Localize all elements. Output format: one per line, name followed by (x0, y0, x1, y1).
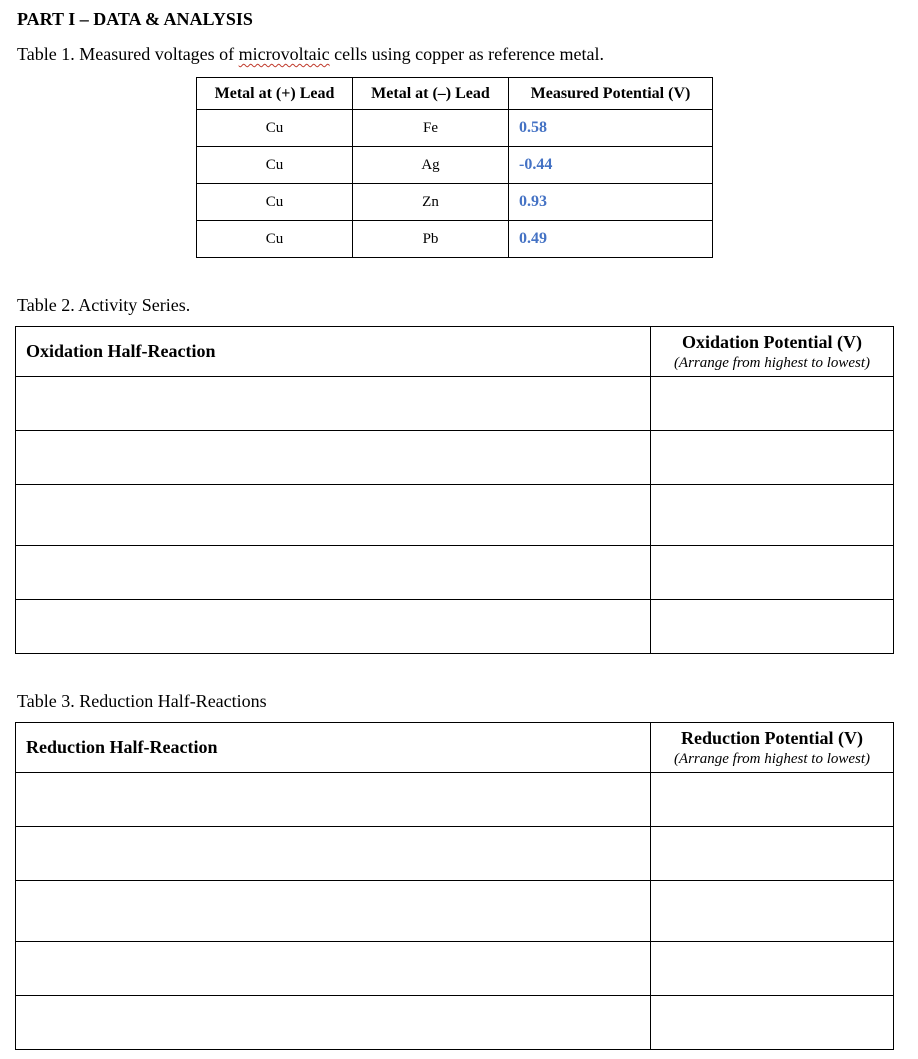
table1-cell-negative-metal[interactable]: Fe (353, 110, 509, 147)
table1-cell-negative-metal[interactable]: Ag (353, 147, 509, 184)
table1-header-measured-potential: Measured Potential (V) (509, 78, 713, 110)
table2-header-oxidation-potential (651, 327, 894, 377)
table1-caption (17, 43, 604, 65)
table3-header-reduction-potential-label: Reduction Potential (V) (681, 727, 863, 748)
table1-cell-negative-metal[interactable]: Zn (353, 184, 509, 221)
table3-cell-potential[interactable] (651, 773, 894, 827)
table2-cell-reaction[interactable] (16, 546, 651, 600)
spellcheck-flagged-word[interactable]: microvoltaic (238, 44, 330, 64)
table-row (197, 147, 713, 184)
table1-measured-voltages (196, 77, 713, 258)
table-row (16, 996, 894, 1050)
table-row (197, 184, 713, 221)
table3-cell-potential[interactable] (651, 996, 894, 1050)
table2-header-row (16, 327, 894, 377)
table3-cell-reaction[interactable] (16, 942, 651, 996)
table-row (16, 942, 894, 996)
table1-cell-potential[interactable]: 0.49 (509, 221, 713, 258)
table3-cell-reaction[interactable] (16, 996, 651, 1050)
table2-cell-potential[interactable] (651, 431, 894, 485)
table3-caption: Table 3. Reduction Half-Reactions (17, 691, 267, 711)
table2-header-oxidation-reaction: Oxidation Half-Reaction (16, 327, 651, 377)
table3-header-row (16, 723, 894, 773)
table3-cell-reaction[interactable] (16, 881, 651, 942)
table2-cell-potential[interactable] (651, 546, 894, 600)
table1-header-positive-lead: Metal at (+) Lead (197, 78, 353, 110)
table2-caption: Table 2. Activity Series. (17, 295, 191, 315)
section-heading: PART I – DATA & ANALYSIS (17, 9, 253, 29)
table2-cell-potential[interactable] (651, 377, 894, 431)
table1-cell-positive-metal[interactable]: Cu (197, 110, 353, 147)
table3-reduction-half-reactions (15, 722, 894, 1050)
table1-cell-positive-metal[interactable]: Cu (197, 147, 353, 184)
table1-cell-potential[interactable]: 0.58 (509, 110, 713, 147)
table1-caption-end: cells using copper as reference metal. (329, 44, 605, 64)
table-row (197, 110, 713, 147)
table3-cell-reaction[interactable] (16, 827, 651, 881)
table3-header-reduction-reaction: Reduction Half-Reaction (16, 723, 651, 773)
table1-caption-start: Table 1. Measured voltages of (17, 44, 239, 64)
table2-cell-reaction[interactable] (16, 600, 651, 654)
table1-cell-potential[interactable]: -0.44 (509, 147, 713, 184)
table2-header-oxidation-potential-label: Oxidation Potential (V) (682, 331, 862, 352)
table1-header-negative-lead: Metal at (–) Lead (353, 78, 509, 110)
table1-cell-potential[interactable]: 0.93 (509, 184, 713, 221)
table-row (16, 827, 894, 881)
table1-cell-positive-metal[interactable]: Cu (197, 221, 353, 258)
table2-cell-reaction[interactable] (16, 377, 651, 431)
table-row (16, 546, 894, 600)
table1-header-row (197, 78, 713, 110)
table2-cell-reaction[interactable] (16, 485, 651, 546)
table2-cell-potential[interactable] (651, 485, 894, 546)
table-row (16, 600, 894, 654)
table3-cell-potential[interactable] (651, 827, 894, 881)
table3-cell-reaction[interactable] (16, 773, 651, 827)
table2-header-note: (Arrange from highest to lowest) (673, 354, 871, 371)
table3-cell-potential[interactable] (651, 942, 894, 996)
table3-header-reduction-potential (651, 723, 894, 773)
table-row (16, 377, 894, 431)
table-row (16, 485, 894, 546)
table3-header-note: (Arrange from highest to lowest) (673, 750, 871, 767)
table2-activity-series (15, 326, 894, 654)
table-row (16, 881, 894, 942)
table-row (16, 773, 894, 827)
table-row (16, 431, 894, 485)
table-row (197, 221, 713, 258)
table3-cell-potential[interactable] (651, 881, 894, 942)
table2-cell-potential[interactable] (651, 600, 894, 654)
table1-cell-negative-metal[interactable]: Pb (353, 221, 509, 258)
table2-cell-reaction[interactable] (16, 431, 651, 485)
table1-cell-positive-metal[interactable]: Cu (197, 184, 353, 221)
